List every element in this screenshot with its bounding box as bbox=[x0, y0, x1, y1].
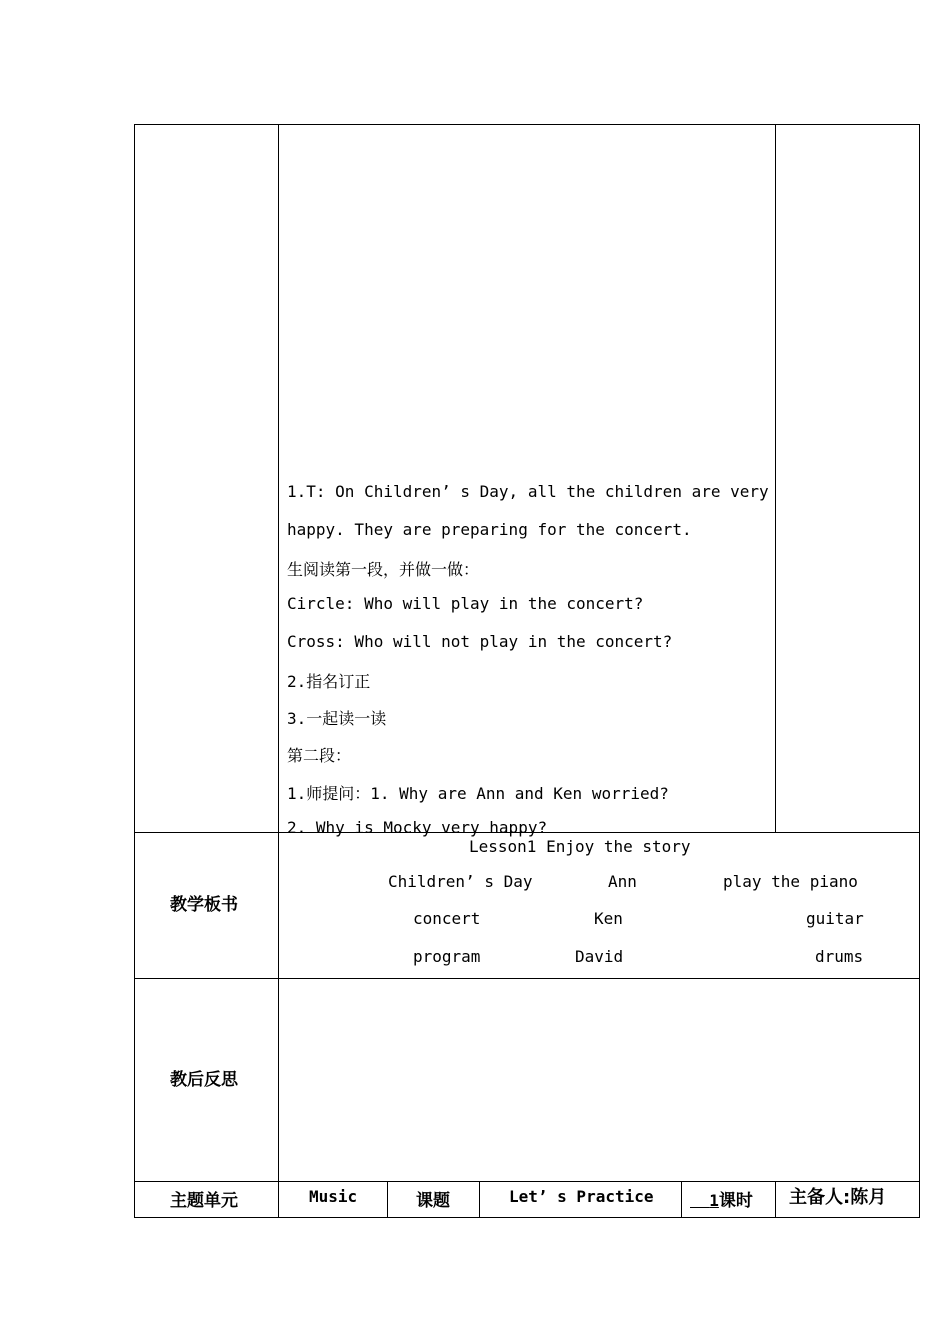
footer-divider-1 bbox=[387, 1181, 388, 1218]
process-line: 第二段： bbox=[287, 746, 352, 765]
table-top-border bbox=[134, 124, 920, 125]
period-number: 1 bbox=[709, 1191, 719, 1210]
footer-divider-3 bbox=[681, 1181, 682, 1218]
period-count bbox=[690, 1186, 753, 1211]
topic-value: Let’ s Practice bbox=[509, 1187, 654, 1206]
unit-label: 主题单元 bbox=[170, 1191, 238, 1211]
board-name: Ken bbox=[594, 909, 623, 928]
notes-column-divider bbox=[775, 124, 776, 833]
footer-divider-4 bbox=[775, 1181, 776, 1218]
board-name: Ann bbox=[608, 872, 637, 891]
table-bottom-border bbox=[134, 1217, 920, 1218]
board-instrument: play the piano bbox=[723, 872, 858, 891]
preparer: 主备人:陈月 bbox=[789, 1187, 887, 1208]
table-right-border bbox=[919, 124, 920, 1218]
process-line: 1.T: On Children’ s Day, all the children are very bbox=[287, 482, 769, 501]
board-instrument: guitar bbox=[806, 909, 864, 928]
row-divider-reflection bbox=[134, 978, 920, 979]
board-word: Children’ s Day bbox=[388, 872, 533, 891]
row-divider-footer bbox=[134, 1181, 920, 1182]
process-line: 3.一起读一读 bbox=[287, 709, 387, 728]
process-line: 生阅读第一段，并做一做： bbox=[287, 560, 480, 579]
unit-value: Music bbox=[309, 1187, 358, 1206]
board-label: 教学板书 bbox=[170, 895, 238, 915]
period-suffix: 课时 bbox=[718, 1191, 753, 1211]
footer-divider-2 bbox=[479, 1181, 480, 1218]
board-name: David bbox=[575, 947, 624, 966]
process-line: 2.指名订正 bbox=[287, 672, 371, 691]
board-word: program bbox=[413, 947, 481, 966]
label-column-divider bbox=[278, 124, 279, 1218]
board-word: concert bbox=[413, 909, 481, 928]
topic-label: 课题 bbox=[416, 1191, 450, 1211]
board-instrument: drums bbox=[815, 947, 864, 966]
process-line: Circle: Who will play in the concert? bbox=[287, 594, 644, 613]
process-line: Cross: Who will not play in the concert? bbox=[287, 632, 673, 651]
board-title: Lesson1 Enjoy the story bbox=[469, 837, 691, 856]
process-line: 2. Why is Mocky very happy? bbox=[287, 818, 548, 837]
table-left-border bbox=[134, 124, 135, 1218]
process-line: 1.师提问：1. Why are Ann and Ken worried? bbox=[287, 784, 669, 803]
process-line: happy. They are preparing for the concert. bbox=[287, 520, 692, 539]
reflection-label: 教后反思 bbox=[170, 1070, 238, 1090]
